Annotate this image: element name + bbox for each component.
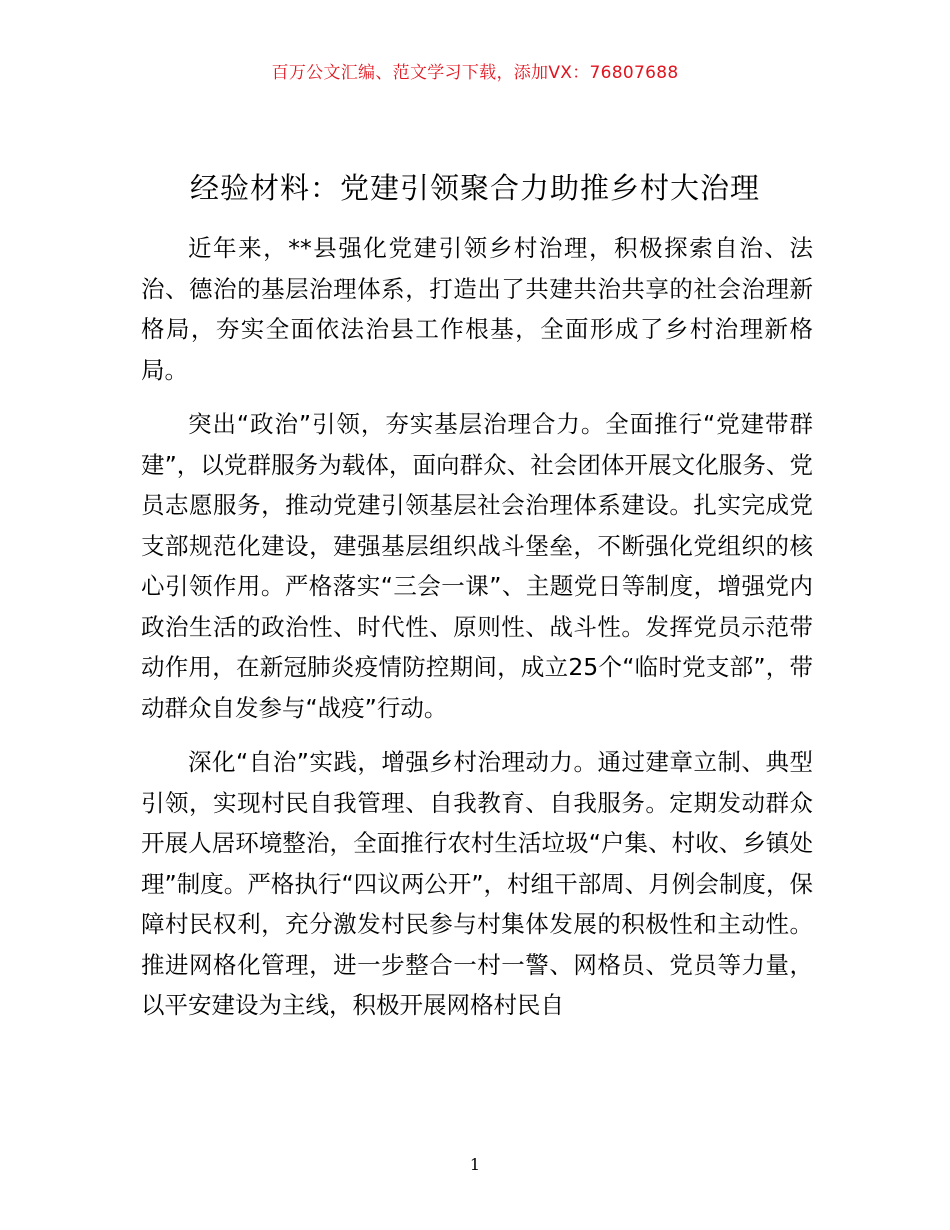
page-number: 1 xyxy=(469,1155,481,1174)
paragraph: 突出“政治”引领，夯实基层治理合力。全面推行“党建带群建”，以党群服务为载体，面向群众、社会团体开展文化服务、党员志愿服务，推动党建引领基层社会治理体系建设。扎实完成党支部规范化建设，建强基层组织战斗堡垒，不断强化党组织的核心引领作用。严格落实“三会一课”、主题党日等制度，增强党内政治生活的政治性、时代性、原则性、战斗性。发挥党员示范带动作用，在新冠肺炎疫情防控期间，成立25个“临时党支部”，带动群众自发参与“战疫”行动。 xyxy=(141,410,813,722)
paragraph: 近年来，**县强化党建引领乡村治理，积极探索自治、法治、德治的基层治理体系，打造出了共建共治共享的社会治理新格局，夯实全面依法治县工作根基，全面形成了乡村治理新格局。 xyxy=(141,234,813,384)
document-body xyxy=(141,228,813,1040)
document-title: 经验材料：党建引领聚合力助推乡村大治理 xyxy=(189,171,760,205)
paragraph: 深化“自治”实践，增强乡村治理动力。通过建章立制、典型引领，实现村民自我管理、自我教育、自我服务。定期发动群众开展人居环境整治，全面推行农村生活垃圾“户集、村收、乡镇处理”制度。严格执行“四议两公开”，村组干部周、月例会制度，保障村民权利，充分激发村民参与村集体发展的积极性和主动性。推进网格化管理，进一步整合一村一警、网格员、党员等力量，以平安建设为主线，积极开展网格村民自 xyxy=(141,748,813,1019)
header-note: 百万公文汇编、范文学习下载，添加VX：76807688 xyxy=(271,63,679,83)
